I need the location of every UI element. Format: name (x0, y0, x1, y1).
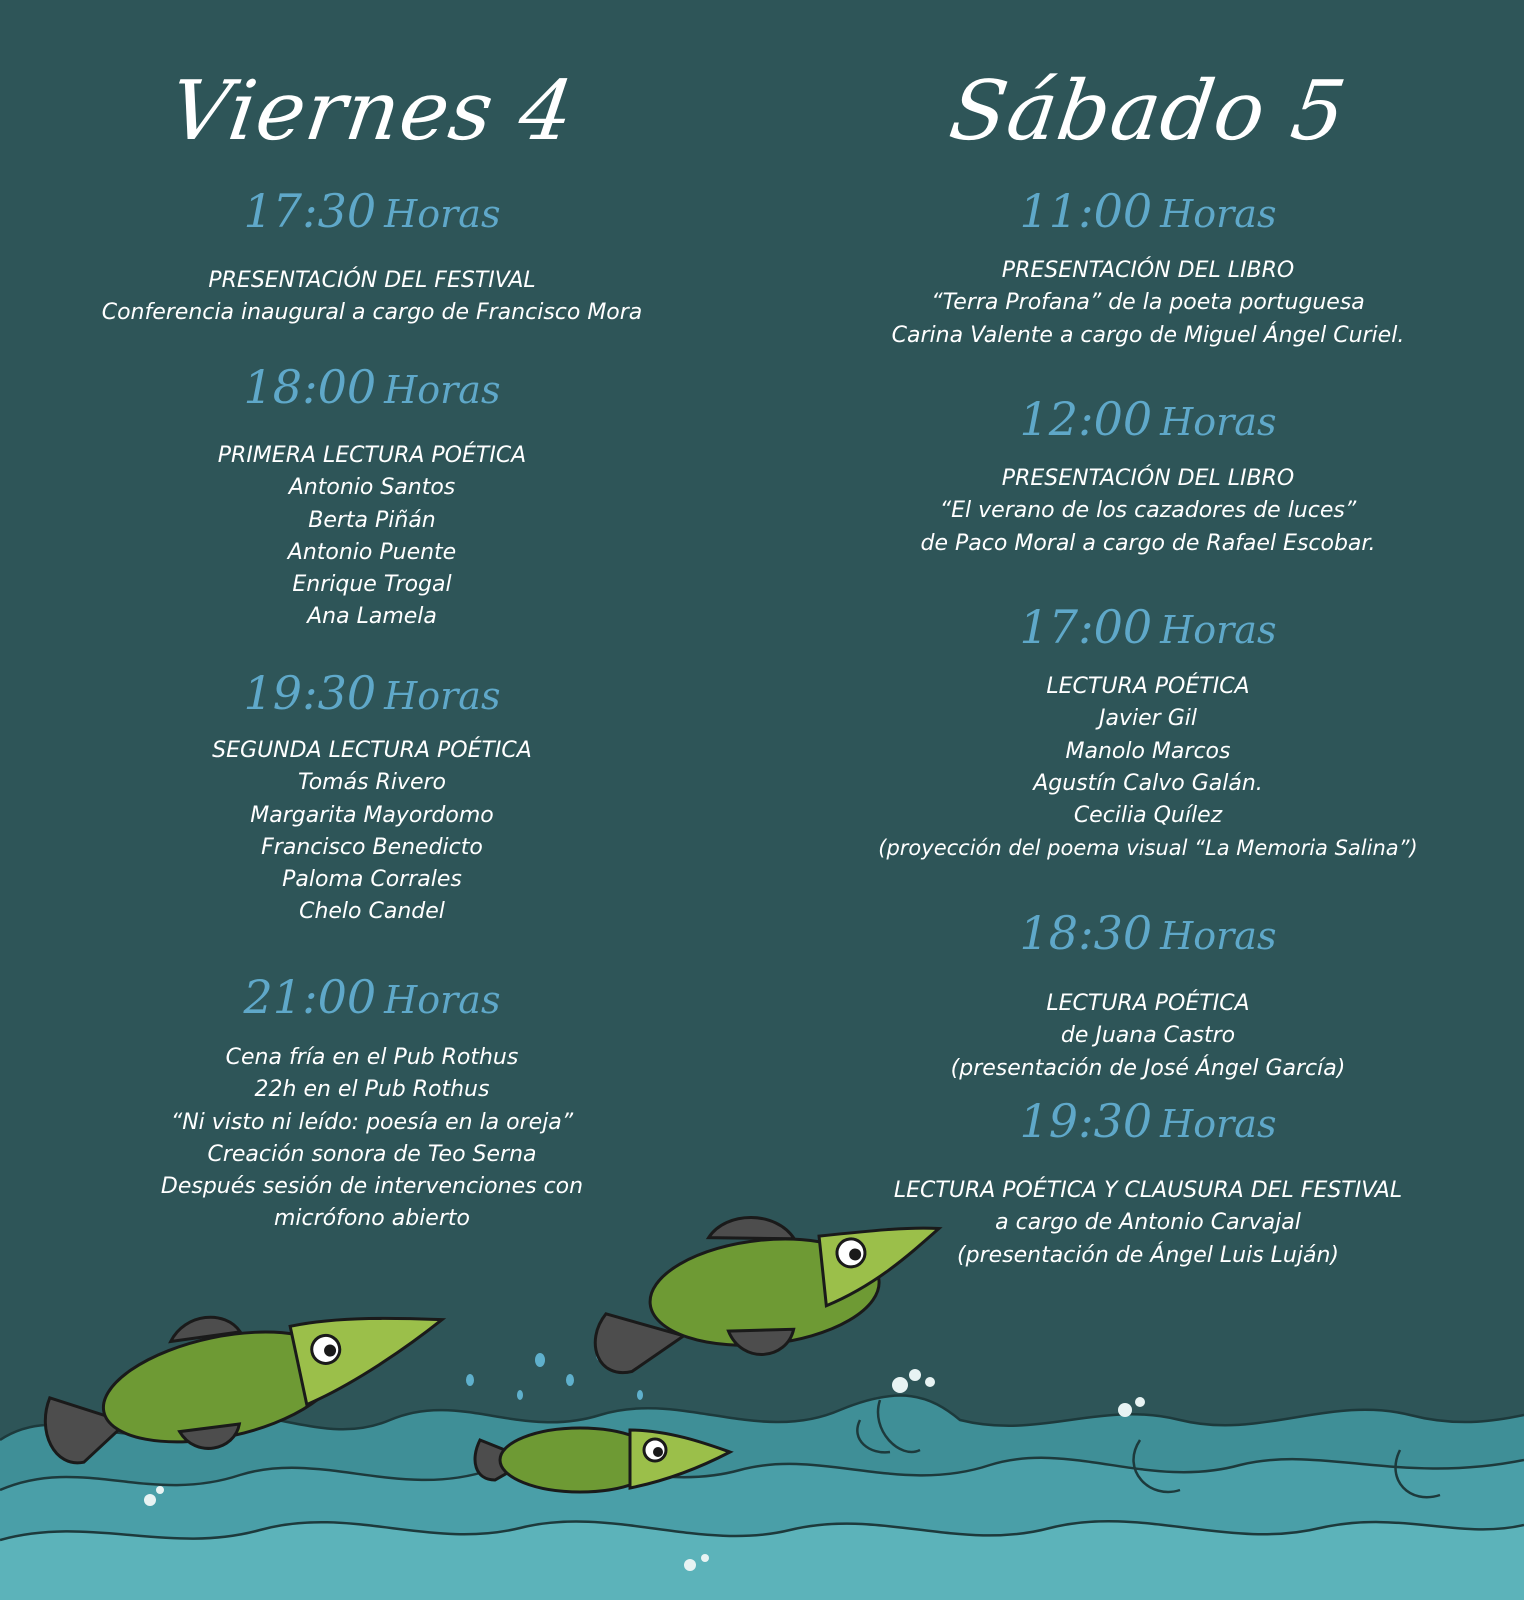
event-block (22, 440, 722, 634)
time-unit: Horas (1160, 192, 1277, 236)
event-block (22, 735, 722, 929)
event-block (798, 255, 1498, 352)
event-line: Conferencia inaugural a cargo de Francisco Mora (101, 300, 643, 326)
event-line: de Juana Castro (1060, 1023, 1236, 1049)
event-line: LECTURA POÉTICA (1046, 674, 1250, 699)
event-line: LECTURA POÉTICA (1046, 991, 1250, 1016)
event-line: micrófono abierto (274, 1206, 470, 1232)
event-block (798, 671, 1498, 865)
event-line: Antonio Santos (288, 475, 456, 501)
time-value: 18:00 (243, 360, 377, 414)
event-line: Francisco Benedicto (261, 834, 483, 860)
event-line: Manolo Marcos (1065, 738, 1231, 764)
event-line: (presentación de Ángel Luis Luján) (957, 1242, 1339, 1268)
time-value: 19:30 (243, 666, 377, 720)
event-block (798, 988, 1498, 1085)
time-heading (22, 184, 722, 241)
event-line: (proyección del poema visual “La Memoria Salina”) (878, 836, 1418, 861)
time-heading (22, 360, 722, 417)
time-unit: Horas (1160, 400, 1277, 444)
event-line: Cena fría en el Pub Rothus (225, 1045, 519, 1070)
event-block (22, 265, 722, 330)
event-line: de Paco Moral a cargo de Rafael Escobar. (920, 530, 1376, 556)
event-line: PRESENTACIÓN DEL LIBRO (1001, 258, 1295, 283)
time-unit: Horas (1160, 914, 1277, 958)
time-value: 12:00 (1019, 392, 1153, 446)
event-line: Creación sonora de Teo Serna (207, 1141, 537, 1167)
event-line: “El verano de los cazadores de luces” (939, 498, 1357, 524)
time-value: 19:30 (1019, 1094, 1153, 1148)
event-line: Carina Valente a cargo de Miguel Ángel Curiel. (891, 322, 1405, 348)
event-block (798, 1175, 1498, 1272)
time-value: 18:30 (1019, 906, 1153, 960)
event-line: (presentación de José Ángel García) (950, 1055, 1346, 1081)
event-block (798, 463, 1498, 560)
time-unit: Horas (384, 368, 501, 412)
event-line: 22h en el Pub Rothus (254, 1077, 490, 1103)
time-heading (798, 600, 1498, 657)
time-heading (22, 970, 722, 1027)
time-heading (798, 906, 1498, 963)
event-line: Ana Lamela (307, 604, 437, 630)
event-line: SEGUNDA LECTURA POÉTICA (212, 738, 532, 763)
event-line: “Terra Profana” de la poeta portuguesa (931, 290, 1365, 316)
event-line: Paloma Corrales (282, 867, 462, 893)
event-line: Margarita Mayordomo (250, 802, 494, 828)
event-line: PRESENTACIÓN DEL FESTIVAL (208, 268, 536, 293)
event-line: Tomás Rivero (297, 770, 446, 796)
event-line: “Ni visto ni leído: poesía en la oreja” (170, 1109, 574, 1135)
time-unit: Horas (1160, 1102, 1277, 1146)
day-title-viernes: Viernes 4 (164, 64, 580, 159)
time-unit: Horas (1160, 608, 1277, 652)
event-line: a cargo de Antonio Carvajal (995, 1210, 1301, 1236)
time-unit: Horas (384, 674, 501, 718)
event-line: PRESENTACIÓN DEL LIBRO (1001, 466, 1295, 491)
event-line: Chelo Candel (299, 899, 445, 925)
event-line: Antonio Puente (287, 539, 457, 565)
time-unit: Horas (384, 192, 501, 236)
time-value: 21:00 (243, 970, 377, 1024)
event-line: LECTURA POÉTICA Y CLAUSURA DEL FESTIVAL (893, 1178, 1403, 1203)
event-line: Javier Gil (1099, 706, 1197, 732)
event-line: Berta Piñán (308, 507, 436, 533)
time-unit: Horas (384, 978, 501, 1022)
event-line: Enrique Trogal (292, 572, 452, 598)
time-heading (798, 184, 1498, 241)
event-line: Después sesión de intervenciones con (160, 1174, 584, 1200)
day-title-sabado: Sábado 5 (944, 64, 1353, 159)
event-line: Agustín Calvo Galán. (1033, 770, 1263, 796)
event-block (22, 1042, 722, 1236)
time-heading (798, 1094, 1498, 1151)
event-line: Cecilia Quílez (1073, 803, 1223, 829)
event-line: PRIMERA LECTURA POÉTICA (217, 443, 527, 468)
time-value: 17:30 (243, 184, 377, 238)
time-heading (22, 666, 722, 723)
time-value: 17:00 (1019, 600, 1153, 654)
time-heading (798, 392, 1498, 449)
time-value: 11:00 (1019, 184, 1153, 238)
